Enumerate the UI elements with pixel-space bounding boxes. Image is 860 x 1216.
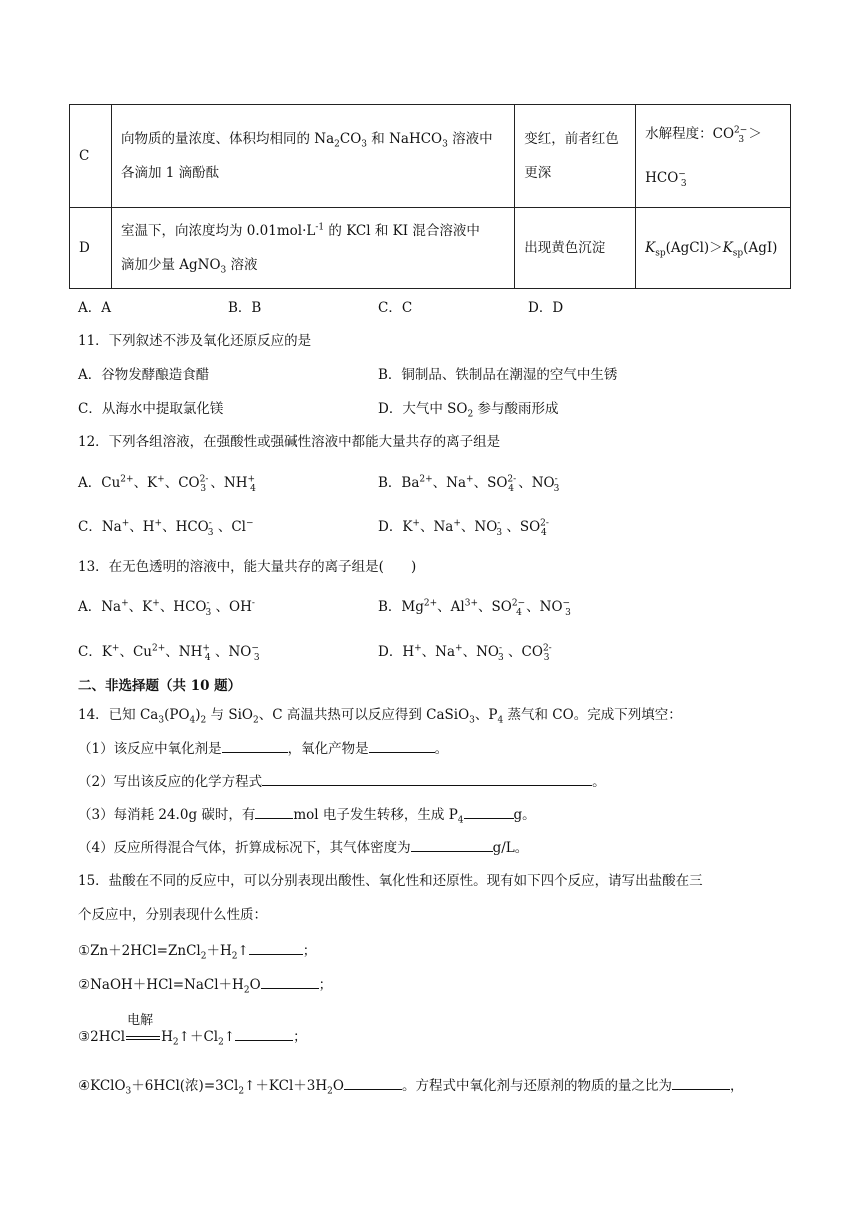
- question-10-table: [69, 104, 791, 289]
- q10-option-a[interactable]: A．A: [78, 300, 111, 316]
- answer-blank[interactable]: [344, 1076, 402, 1090]
- q11-option-b[interactable]: B．铜制品、铁制品在潮湿的空气中生锈: [378, 367, 618, 383]
- q15-reaction-4: ④KClO$_3$＋6HCl(浓)$=3Cl_2↑+KCl+3H_2O$ 。方程式中氧化剂与还原剂的物质的量之比为 ，: [78, 1078, 744, 1097]
- q12-option-d[interactable]: D．K+、Na+、$NO^-_3$ 、$SO^{2-}_4$: [378, 518, 549, 538]
- q13-option-a[interactable]: A．Na+、K+、$HCO^-_3$ 、OH-: [78, 598, 255, 618]
- q14-part-3: （3）每消耗 24.0g 碳时，有 mol 电子发生转移，生成 $P_4$ g。: [78, 807, 536, 826]
- q13-option-c[interactable]: C．K+、$Cu^{2+}$、$NH^+_4$ 、$NO^-_3$: [78, 643, 260, 663]
- operation-cell: 室温下，向浓度均为 $0.01mol\cdot L^{-1}$ 的 KCl 和 KI 混合溶液中 滴加少量 AgNO$_3$ 溶液: [111, 208, 514, 289]
- q11-option-c[interactable]: C．从海水中提取氯化镁: [78, 401, 224, 417]
- answer-blank[interactable]: [464, 805, 514, 819]
- row-label: D: [70, 208, 112, 289]
- q11-option-d[interactable]: D．大气中 $SO_2$ 参与酸雨形成: [378, 401, 559, 420]
- answer-blank[interactable]: [249, 941, 303, 955]
- q11-stem: 11．下列叙述不涉及氧化还原反应的是: [78, 333, 312, 349]
- conclusion-cell: $K_{sp}(AgCl)>K_{sp}(AgI)$: [636, 208, 791, 289]
- q12-stem: 12．下列各组溶液，在强酸性或强碱性溶液中都能大量共存的离子组是: [78, 434, 501, 450]
- q10-option-d[interactable]: D．D: [528, 300, 564, 316]
- answer-blank[interactable]: [672, 1076, 730, 1090]
- conclusion-cell: 水解程度：$CO^{2-}_3$ ＞ $HCO^-_3$: [636, 105, 791, 208]
- phenomenon-cell: 出现黄色沉淀: [515, 208, 636, 289]
- answer-blank[interactable]: [235, 1027, 293, 1041]
- answer-blank[interactable]: [262, 772, 592, 786]
- answer-blank[interactable]: [411, 838, 493, 852]
- q12-option-b[interactable]: B．$Ba^{2+}$、Na+、$SO^{2-}_4$ 、$NO^-_3$: [378, 474, 560, 494]
- table-row: [70, 208, 791, 289]
- table-row: [70, 105, 791, 208]
- q12-option-a[interactable]: A．$Cu^{2+}$、K+、$CO^{2-}_3$ 、$NH^+_4$: [78, 474, 256, 494]
- q10-option-c[interactable]: C．C: [378, 300, 413, 316]
- q15-reaction-2: $②NaOH+HCl=NaCl+H_2O$ ；: [78, 977, 333, 996]
- operation-cell: 向物质的量浓度、体积均相同的 $Na_2CO_3$ 和 NaHCO$_3$ 溶液中 各滴加 1 滴酚酞: [111, 105, 514, 208]
- q14-stem: 14．已知 $Ca_3(PO_4)_2$ 与 SiO$_2$、C 高温共热可以反应得到 CaSiO$_3$、$P_4$ 蒸气和 CO。完成下列填空：: [78, 707, 682, 726]
- section-heading: 二、非选择题（共 10 题）: [78, 678, 242, 694]
- q15-reaction-1: $①Zn+2HCl=ZnCl_2+H_2↑$ ；: [78, 943, 317, 962]
- q10-option-b[interactable]: B．B: [228, 300, 262, 316]
- electrolysis-arrow: 电解: [125, 1029, 161, 1045]
- q13-option-b[interactable]: B．$Mg^{2+}$、$Al^{3+}$、$SO^{2-}_4$ 、$NO^-_3$: [378, 598, 571, 618]
- q14-part-4: （4）反应所得混合气体，折算成标况下，其气体密度为 g/L。: [78, 840, 529, 856]
- q12-option-c[interactable]: C．Na+、H+、$HCO^-_3$ 、Cl−: [78, 518, 254, 538]
- row-label: C: [70, 105, 112, 208]
- phenomenon-cell: 变红，前者红色 更深: [515, 105, 636, 208]
- q11-option-a[interactable]: A．谷物发酵酿造食醋: [78, 367, 210, 383]
- answer-blank[interactable]: [255, 805, 293, 819]
- q13-stem: 13．在无色透明的溶液中，能大量共存的离子组是( ): [78, 559, 417, 575]
- answer-blank[interactable]: [222, 739, 288, 753]
- q15-stem-line2: 个反应中，分别表现什么性质：: [78, 907, 267, 923]
- answer-blank[interactable]: [261, 975, 319, 989]
- q15-stem-line1: 15．盐酸在不同的反应中，可以分别表现出酸性、氧化性和还原性。现有如下四个反应，请写出盐酸在三: [78, 873, 703, 889]
- q14-part-2: （2）写出该反应的化学方程式 。: [78, 774, 606, 790]
- q13-option-d[interactable]: D．H+、Na+、$NO^-_3$ 、$CO^{2-}_3$: [378, 643, 552, 663]
- q15-reaction-3: ③2HCl 电解 $H_2↑+Cl_2↑$ ；: [78, 1013, 307, 1048]
- answer-blank[interactable]: [369, 739, 435, 753]
- q14-part-1: （1）该反应中氧化剂是 ，氧化产物是 。: [78, 741, 449, 757]
